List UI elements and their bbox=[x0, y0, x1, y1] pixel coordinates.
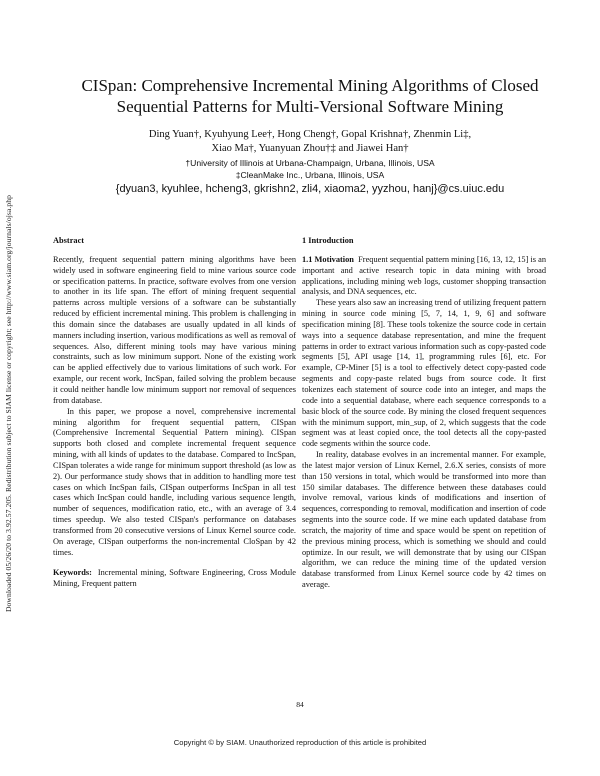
author-list bbox=[40, 128, 580, 156]
title-line-2: Sequential Patterns for Multi-Versional Software Mining bbox=[116, 97, 504, 116]
download-notice-text: Downloaded 05/26/20 to 3.92.57.205. Redistribution subject to SIAM license or copyright; see http://www.siam.org/journals/ojsa.php bbox=[4, 195, 13, 612]
keywords-label: Keywords: bbox=[53, 568, 92, 578]
title-line-1: CISpan: Comprehensive Incremental Mining Algorithms of Closed bbox=[81, 76, 539, 95]
abstract-heading: Abstract bbox=[53, 236, 85, 245]
copyright-footer: Copyright © by SIAM. Unauthorized reproduction of this article is prohibited bbox=[173, 738, 427, 747]
authors-line-1: Ding Yuan†, Kyuhyung Lee†, Hong Cheng†, Gopal Krishna†, Zhenmin Li‡, bbox=[148, 129, 472, 140]
page-number: 84 bbox=[296, 700, 304, 709]
download-notice-sidebar bbox=[4, 92, 16, 612]
introduction-heading: 1 Introduction bbox=[302, 236, 354, 245]
keywords bbox=[53, 568, 296, 590]
keywords-text: Incremental mining, Software Engineering, Cross Module Mining, Frequent pattern bbox=[53, 568, 297, 589]
intro-paragraph-2: These years also saw an increasing trend of utilizing frequent pattern mining in source code mining [5, 7, 14, 1, 9, 6] and software specification mining [8]. These tools tokenize the source code in certain ways into a sequence database representation, and mine the frequent patterns in order to extract various information such as copy-pasted code segments [5], API usage [14, 1], programming rules [6], etc. For example, CP-Miner [5] is a tool to effectively detect copy-pasted code segments and copy-paste related bugs from source code. It first tokenizes each statement of source code into an integer, and maps the code into a sequential database, where each sequence corresponds to a basic block of the source code. By mining the closed frequent sequences with the minimum support, min_sup, of 2, which suggests that the code segment was at least copied once, the tool detects all the copy-pasted code segments within the source code. bbox=[302, 298, 546, 449]
intro-paragraph-3: In reality, database evolves in an incremental manner. For example, the latest major version of Linux Kernel, 2.6.X series, consists of more than 150 versions in total, which would be transformed into more than 150 similar databases. The difference between these databases could involve removal, various kinds of modifications and insertion of sequences, corresponding to removal, modification and insertion of code segments into the source code. If we mine each updated database from scratch, the majority of time and space would be spent on repetition of the previous mining process, which is something we should and could optimize. In our result, we will demonstrate that by using our CISpan algorithm, we can reduce the mining time of the updated version database transformed from Linux Kernel source code by 42 times on average. bbox=[302, 450, 546, 590]
motivation-heading: 1.1 Motivation bbox=[302, 254, 354, 264]
author-emails: {dyuan3, kyuhlee, hcheng3, gkrishn2, zli4, xiaoma2, yyzhou, hanj}@cs.uiuc.edu bbox=[115, 183, 505, 195]
intro-paragraph-1-text: Frequent sequential pattern mining [16, 13, 12, 15] is an important and active research topic in data mining with broad applications, including mining web logs, customer shopping transaction analysis, and DNA sequences, etc. bbox=[302, 254, 547, 297]
authors-line-2: Xiao Ma†, Yuanyuan Zhou†‡ and Jiawei Han† bbox=[211, 143, 409, 154]
paper-title bbox=[40, 75, 580, 117]
intro-paragraph-1 bbox=[302, 255, 546, 298]
abstract-paragraph-1: Recently, frequent sequential pattern mining algorithms have been widely used in software engineering field to mine various source code or specification patterns. In practice, software evolves from one version to another in its life span. The effort of mining frequent sequential patterns across multiple versions of a software can be substantially reduced by efficient incremental mining. This problem is challenging in this domain since the databases are usually updated in all kinds of manners including insertion, various modifications as well as removal of sequences. Also, different mining tools may have various mining constraints, such as low minimum support. None of the existing work can be applied effectively due to various limitations of such work. For example, our recent work, IncSpan, failed solving the problem because it could neither handle low minimum support nor removal of sequences from database. bbox=[53, 254, 296, 405]
affiliation-uiuc: †University of Illinois at Urbana-Champaign, Urbana, Illinois, USA bbox=[185, 158, 435, 168]
introduction-column bbox=[302, 236, 546, 591]
abstract-column bbox=[53, 236, 296, 590]
abstract-paragraph-2: In this paper, we propose a novel, comprehensive incremental mining algorithm for frequent sequential pattern, CISpan (Comprehensive Incremental Sequential Pattern mining). CISpan supports both closed and complete incremental frequent sequence mining, with all kinds of updates to the database. Compared to IncSpan, CISpan tolerates a wide range for minimum support threshold (as low as 2). Our performance study shows that in addition to handling more test cases on which IncSpan fails, CISpan outperforms IncSpan in all test cases which IncSpan could handle, including various sequence length, number of sequences, modification ratio, etc., with an average of 3.4 times speedup. We also tested CISpan's performance on databases transformed from 20 consecutive versions of Linux Kernel source code. On average, CISpan outperforms the non-incremental CloSpan by 42 times. bbox=[53, 406, 296, 557]
affiliation-cleanmake: ‡CleanMake Inc., Urbana, Illinois, USA bbox=[235, 170, 385, 180]
